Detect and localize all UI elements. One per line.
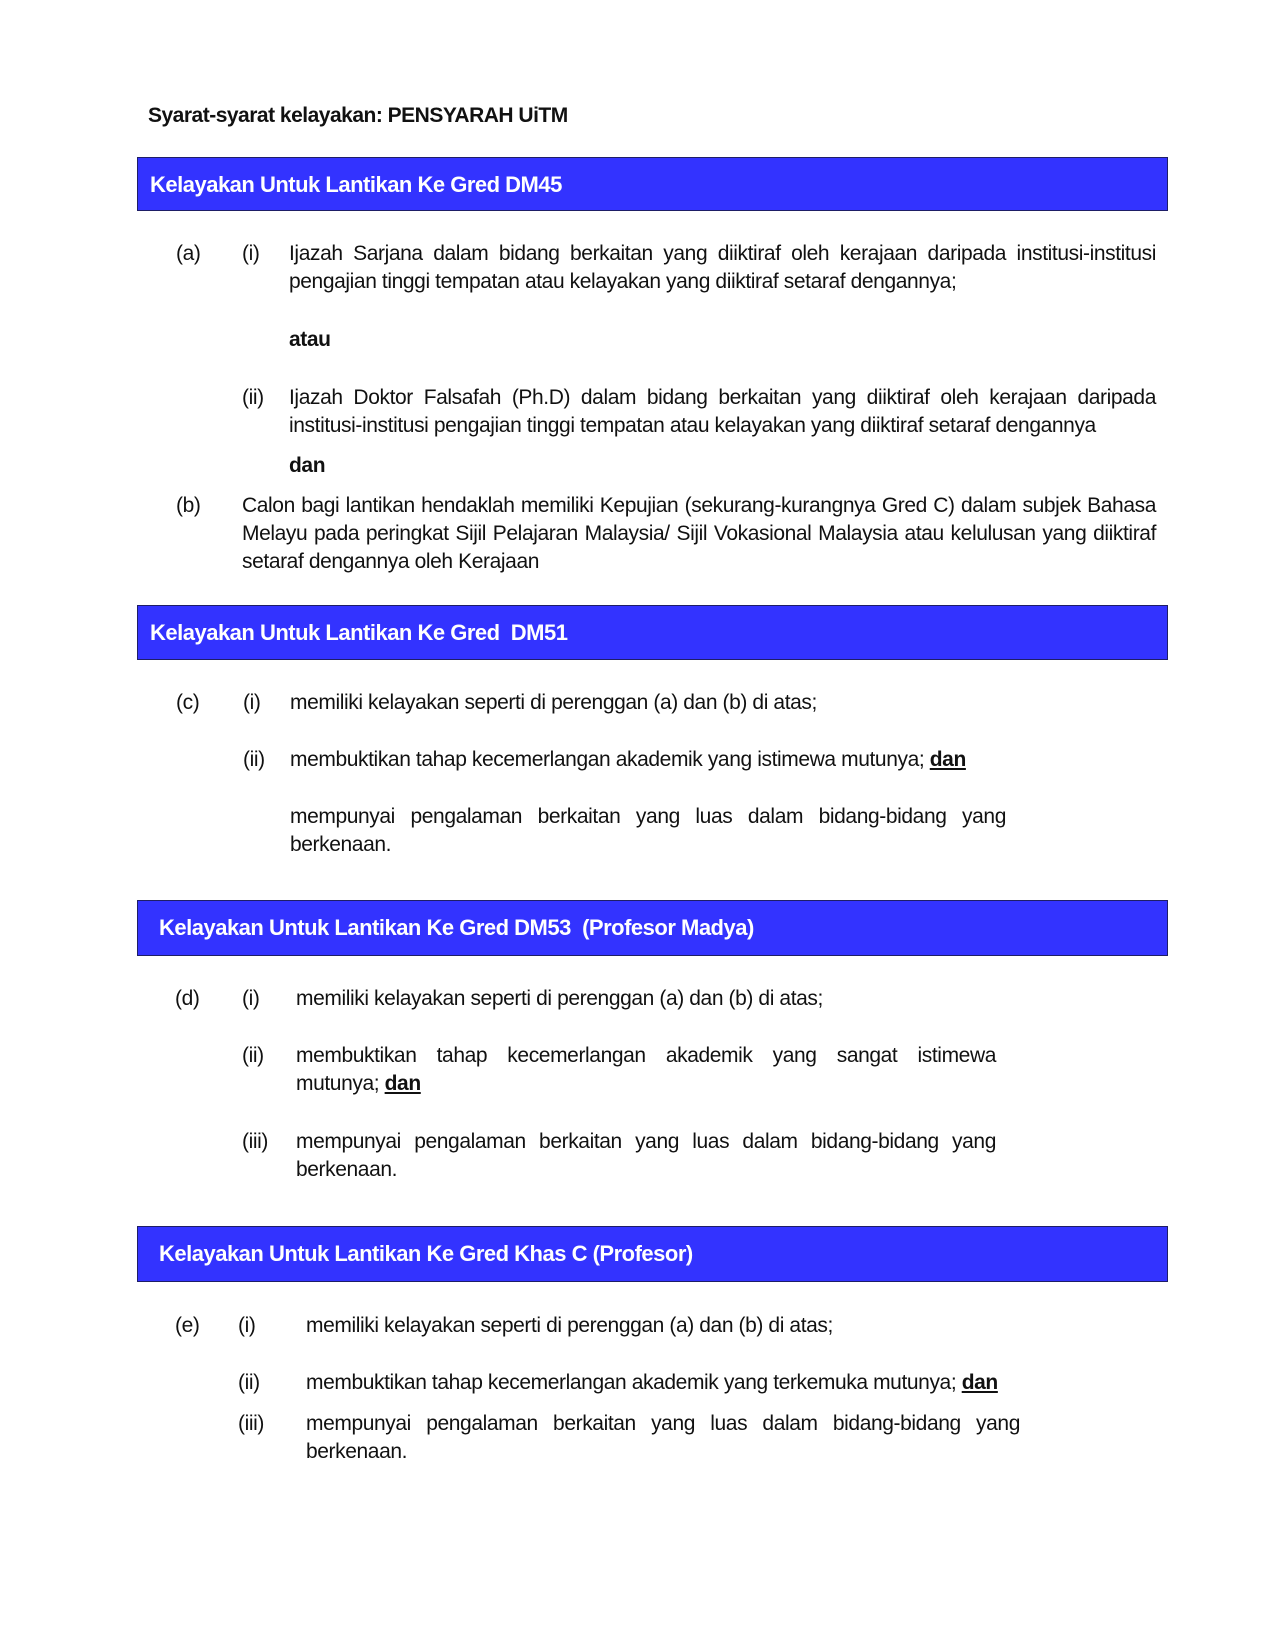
item-a-i-text: Ijazah Sarjana dalam bidang berkaitan yang diiktiraf oleh kerajaan daripada institusi-institusi pengajian tinggi tempatan atau kelayakan yang diiktiraf setaraf dengannya; — [289, 242, 1156, 293]
section-header-dm45 — [137, 157, 1168, 211]
subitem-label: (i) — [242, 242, 260, 265]
section-header-dm53 — [137, 900, 1168, 956]
item-e-i-text: memiliki kelayakan seperti di perenggan (a) dan (b) di atas; — [306, 1314, 833, 1337]
item-label-b: (b) — [176, 494, 201, 517]
conjunction-dan: dan — [384, 1072, 421, 1095]
item-d-i-text: memiliki kelayakan seperti di perenggan (a) dan (b) di atas; — [296, 987, 823, 1010]
item-e-ii — [306, 1369, 998, 1397]
section-title: Kelayakan Untuk Lantikan Ke Gred DM53 (Profesor Madya) — [159, 915, 754, 940]
section-title: Kelayakan Untuk Lantikan Ke Gred DM45 — [150, 172, 562, 197]
subitem-label: (i) — [238, 1314, 256, 1337]
item-label-a: (a) — [176, 242, 201, 265]
item-c-iii-text: mempunyai pengalaman berkaitan yang luas dalam bidang-bidang yang berkenaan. — [290, 805, 1006, 856]
item-c-ii-text: membuktikan tahap kecemerlangan akademik yang istimewa mutunya; — [290, 748, 930, 771]
item-label-d: (d) — [175, 987, 200, 1010]
item-c-ii — [290, 746, 966, 774]
section-header-dm51 — [137, 605, 1168, 660]
section-title: Kelayakan Untuk Lantikan Ke Gred DM51 — [150, 620, 568, 645]
subitem-label: (ii) — [242, 1044, 264, 1067]
item-b-text: Calon bagi lantikan hendaklah memiliki Kepujian (sekurang-kurangnya Gred C) dalam subjek Bahasa Melayu pada peringkat Sijil Pelajaran Malaysia/ Sijil Vokasional Malaysia atau kelulusan yang diiktiraf setaraf dengannya oleh Kerajaan — [242, 494, 1156, 573]
item-d-ii-text: membuktikan tahap kecemerlangan akademik yang sangat istimewa mutunya; — [296, 1044, 996, 1095]
subitem-label: (iii) — [242, 1130, 268, 1153]
subitem-label: (ii) — [238, 1371, 260, 1394]
subitem-label: (i) — [243, 691, 261, 714]
section-title: Kelayakan Untuk Lantikan Ke Gred Khas C (Profesor) — [159, 1241, 693, 1266]
conjunction-dan: dan — [289, 454, 326, 477]
subitem-label: (iii) — [238, 1412, 264, 1435]
subitem-label: (ii) — [242, 386, 264, 409]
subitem-label: (ii) — [243, 748, 265, 771]
document-title: Syarat-syarat kelayakan: PENSYARAH UiTM — [148, 104, 568, 127]
subitem-label: (i) — [242, 987, 260, 1010]
conjunction-atau: atau — [289, 328, 331, 351]
item-label-c: (c) — [176, 691, 200, 714]
conjunction-dan: dan — [961, 1371, 998, 1394]
item-c-i-text: memiliki kelayakan seperti di perenggan (a) dan (b) di atas; — [290, 691, 817, 714]
item-label-e: (e) — [175, 1314, 200, 1337]
section-header-khas-c — [137, 1226, 1168, 1282]
item-e-ii-text: membuktikan tahap kecemerlangan akademik yang terkemuka mutunya; — [306, 1371, 962, 1394]
item-e-iii-text: mempunyai pengalaman berkaitan yang luas dalam bidang-bidang yang berkenaan. — [306, 1412, 1020, 1463]
item-d-ii — [296, 1042, 996, 1098]
item-a-ii-text: Ijazah Doktor Falsafah (Ph.D) dalam bidang berkaitan yang diiktiraf oleh kerajaan daripada institusi-institusi pengajian tinggi tempatan atau kelayakan yang diiktiraf setaraf dengannya — [289, 386, 1156, 437]
conjunction-dan: dan — [929, 748, 966, 771]
item-d-iii-text: mempunyai pengalaman berkaitan yang luas dalam bidang-bidang yang berkenaan. — [296, 1130, 996, 1181]
